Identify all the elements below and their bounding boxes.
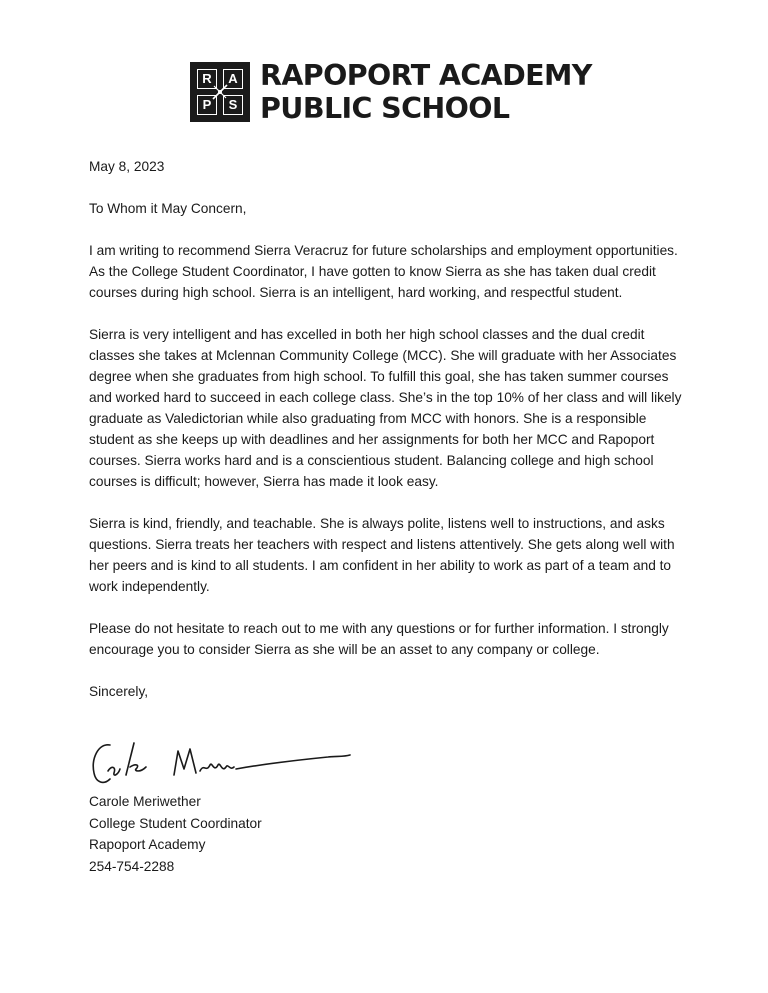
signatory-block [89,791,262,877]
signatory-name: Carole Meriwether [89,794,201,809]
paragraph-introduction: I am writing to recommend Sierra Veracruz for future scholarships and employment opportunities. As the College Student Coordinator, I have gotten to know Sierra as she has taken dual credit courses during high school. Sierra is an intelligent, hard working, and respectful student. [89,243,678,300]
letter-date: May 8, 2023 [89,159,165,174]
paragraph-character: Sierra is kind, friendly, and teachable. She is always polite, listens well to instructions, and asks questions. Sierra treats her teachers with respect and listens attentively. She gets along well with her peers and is kind to all students. I am confident in her ability to work as part of a team and to work independently. [89,516,675,594]
logo-letter-s: S [223,95,243,115]
school-logo [190,62,250,122]
signatory-organization: Rapoport Academy [89,837,206,852]
paragraph-contact: Please do not hesitate to reach out to me with any questions or for further information. I strongly encourage you to consider Sierra as she will be an asset to any company or college. [89,621,669,657]
crossed-tools-icon [210,82,230,102]
letter-body [89,156,689,702]
paragraph-academics: Sierra is very intelligent and has excelled in both her high school classes and the dual credit classes she takes at Mclennan Community College (MCC). She will graduate with her Associates degree when she graduates from high school. To fulfill this goal, she has taken summer courses and worked hard to succeed in each college class. She’s in the top 10% of her class and will likely graduate as Valedictorian while also graduating from MCC with honors. She is a responsible student as she keeps up with deadlines and her assignments for both her MCC and Rapoport courses. Sierra works hard and is a conscientious student. Balancing college and high school courses is difficult; however, Sierra has made it look easy. [89,327,682,489]
signatory-phone: 254-754-2288 [89,858,175,874]
logo-letter-a: A [223,69,243,89]
logo-letter-r: R [197,69,217,89]
school-name-line-2: PUBLIC SCHOOL [260,92,510,125]
school-name-line-1: RAPOPORT ACADEMY [260,59,592,92]
school-name [260,59,592,125]
letterhead [190,58,592,126]
signatory-title: College Student Coordinator [89,815,262,831]
closing: Sincerely, [89,684,149,699]
logo-letter-p: P [197,95,217,115]
salutation: To Whom it May Concern, [89,201,247,216]
handwritten-signature [88,735,358,791]
